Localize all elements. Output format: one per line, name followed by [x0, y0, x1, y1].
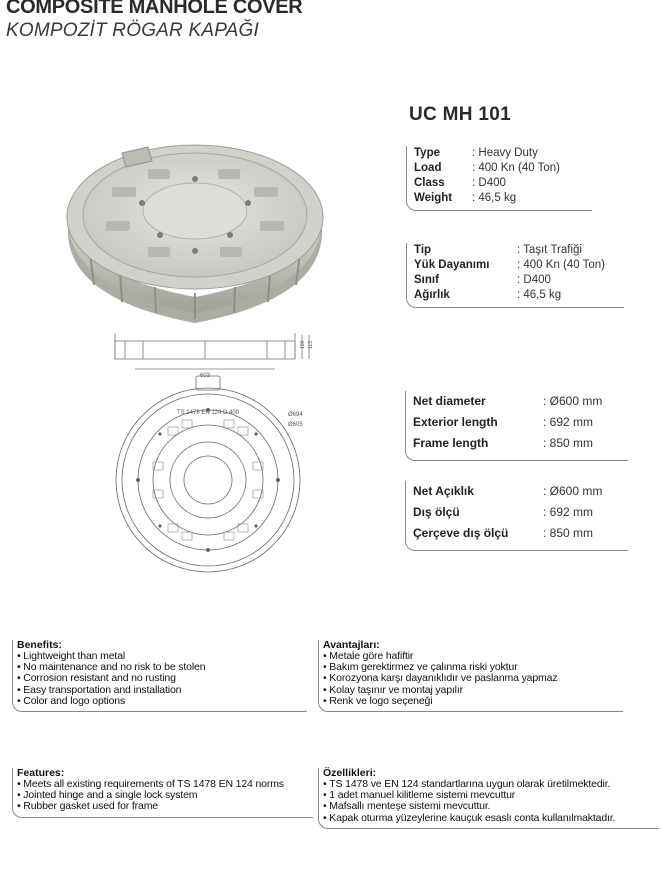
model-name: UC MH 101: [409, 104, 511, 125]
list-item: • Korozyona karşı dayanıklıdır ve paslanma yapmaz: [323, 673, 623, 684]
benefits-heading: Benefits:: [17, 639, 62, 651]
list-item: • Easy transportation and installation: [17, 685, 307, 696]
dimension-row: Çerçeve dış ölçü : 850 mm: [413, 526, 594, 540]
page-subtitle: KOMPOZİT RÖGAR KAPAĞI: [6, 20, 259, 41]
side-dim-b-label: 113: [308, 341, 314, 349]
manhole-cover-photo: [60, 125, 330, 325]
dimension-row: Net Açıklık : Ø600 mm: [413, 484, 603, 498]
dimension-row: Dış ölçü : 692 mm: [413, 505, 594, 519]
ozellikler-heading: Özellikleri:: [323, 767, 377, 779]
list-item: • Metale göre hafiftir: [323, 651, 623, 662]
page-title: COMPOSITE MANHOLE COVER: [6, 0, 303, 18]
list-item: • Jointed hinge and a single lock system: [17, 790, 313, 801]
side-dim-a-label: 100: [300, 340, 306, 349]
spec-row: Tip : Taşıt Trafiği: [414, 244, 582, 256]
spec-row: Class : D400: [414, 177, 506, 189]
specs-tr-table: [406, 243, 624, 308]
features-heading: Features:: [17, 767, 65, 779]
dimensions-tr-table: [405, 481, 628, 551]
list-item: • Kolay taşınır ve montaj yapılır: [323, 685, 623, 696]
list-item: • Meets all existing requirements of TS 1478 EN 124 norms: [17, 779, 313, 790]
ozellikler-section: [318, 768, 659, 829]
benefits-section: [12, 640, 307, 712]
dim-outer-label: Ø694: [288, 412, 303, 418]
avantajlar-heading: Avantajları:: [323, 639, 380, 651]
spec-row: Weight : 46,5 kg: [414, 192, 517, 204]
features-section: [12, 768, 313, 818]
specs-en-table: [406, 146, 592, 211]
lid-marking: TS 1478 EN 124 D 400: [176, 410, 240, 416]
spec-row: Sınıf : D400: [414, 274, 551, 286]
list-item: • Rubber gasket used for frame: [17, 801, 313, 812]
dim-inner-label: Ø605: [288, 422, 303, 428]
list-item: • 1 adet manuel kilitleme sistemi mevcuttur: [323, 790, 659, 801]
spec-row: Load : 400 Kn (40 Ton): [414, 162, 561, 174]
list-item: • Mafsallı menteşe sistemi mevcuttur.: [323, 801, 659, 812]
list-item: • Renk ve logo seçeneği: [323, 696, 623, 707]
side-width-label: 603: [199, 373, 211, 379]
dimension-row: Frame length : 850 mm: [413, 436, 594, 450]
list-item: • Color and logo options: [17, 696, 307, 707]
spec-row: Yük Dayanımı : 400 Kn (40 Ton): [414, 259, 606, 271]
list-item: • Corrosion resistant and no rusting: [17, 673, 307, 684]
dimension-row: Net diameter : Ø600 mm: [413, 394, 603, 408]
list-item: • Kapak oturma yüzeylerine kauçuk esaslı conta kullanılmaktadır.: [323, 813, 659, 824]
list-item: • Bakım gerektirmez ve çalınma riski yoktur: [323, 662, 623, 673]
list-item: • Lightweight than metal: [17, 651, 307, 662]
spec-row: Ağırlık : 46,5 kg: [414, 289, 562, 301]
dimension-row: Exterior length : 692 mm: [413, 415, 594, 429]
spec-row: Type : Heavy Duty: [414, 147, 538, 159]
avantajlar-section: [318, 640, 623, 712]
list-item: • TS 1478 ve EN 124 standartlarına uygun olarak üretilmektedir.: [323, 779, 659, 790]
dimensions-en-table: [405, 391, 628, 461]
list-item: • No maintenance and no risk to be stolen: [17, 662, 307, 673]
top-view-drawing: [108, 372, 308, 580]
